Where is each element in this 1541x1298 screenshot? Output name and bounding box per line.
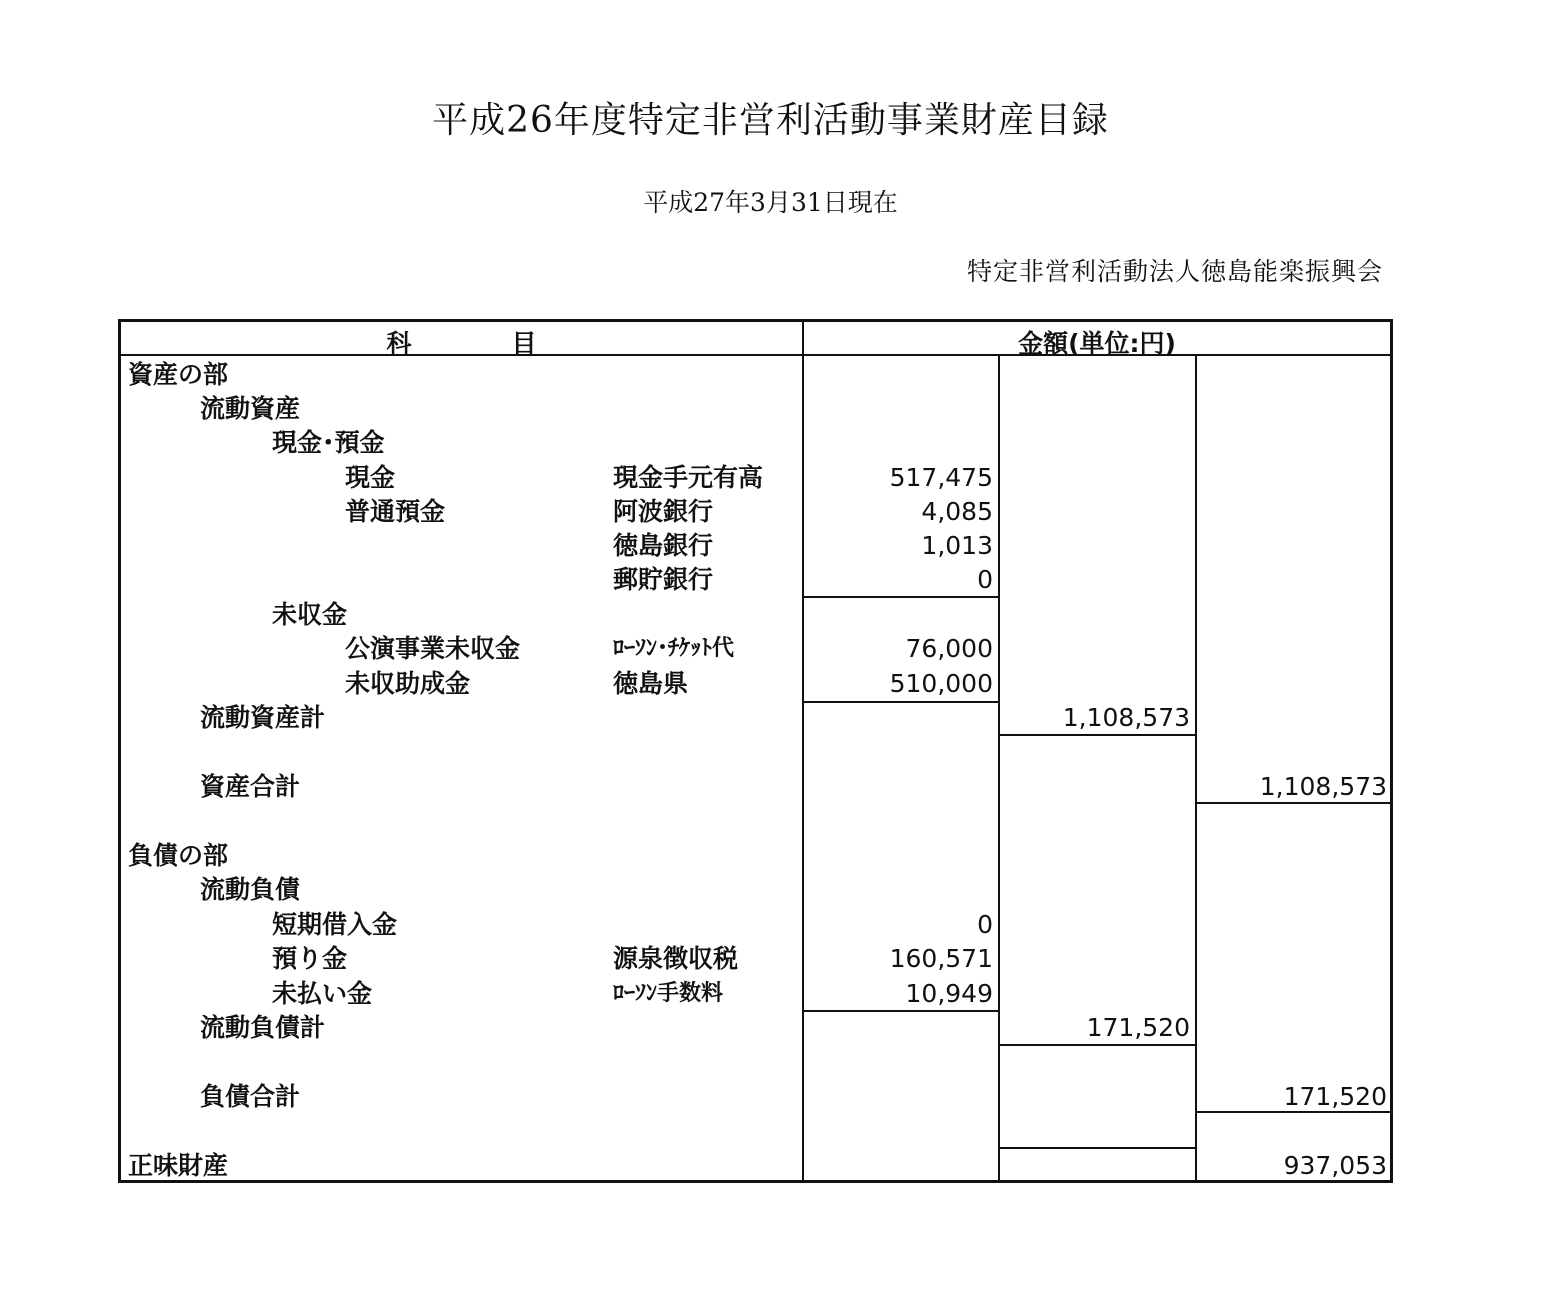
current-liabilities-label: 流動負債 <box>200 875 301 904</box>
assets-total-label: 資産合計 <box>200 772 301 801</box>
lawson-ticket-amount: 76,000 <box>905 634 993 663</box>
current-assets-label: 流動資産 <box>200 394 301 423</box>
performance-receivable-label: 公演事業未収金 <box>345 634 521 663</box>
lawson-fee-label: ﾛｰｿﾝ手数料 <box>613 981 724 1006</box>
current-assets-total-label: 流動資産計 <box>200 703 326 732</box>
lawson-ticket-label: ﾛｰｿﾝ･ﾁｹｯﾄ代 <box>613 636 735 661</box>
document-date: 平成27年3月31日現在 <box>643 188 898 217</box>
current-liabilities-total-amount: 171,520 <box>1086 1013 1190 1042</box>
current-liabilities-total-label: 流動負債計 <box>200 1013 326 1042</box>
subject-amount-divider <box>802 322 804 1180</box>
header-amount: 金額(単位:円) <box>1018 329 1176 358</box>
net-assets-label: 正味財産 <box>128 1151 229 1180</box>
accrued-expenses-label: 未払い金 <box>272 979 373 1008</box>
tokushima-pref-label: 徳島県 <box>613 669 689 698</box>
cash-amount: 517,475 <box>889 463 993 492</box>
liabilities-section-label: 負債の部 <box>128 841 229 870</box>
cash-deposits-label: 現金･預金 <box>272 428 385 457</box>
amount-col-divider-1 <box>998 355 1000 1180</box>
cash-label: 現金 <box>345 463 396 492</box>
tokushima-bank-amount: 1,013 <box>921 531 993 560</box>
current-assets-total-amount: 1,108,573 <box>1062 703 1190 732</box>
receivables-label: 未収金 <box>272 600 348 629</box>
withholding-tax-label: 源泉徴収税 <box>613 944 739 973</box>
short-term-loans-amount: 0 <box>977 910 993 939</box>
postal-bank-amount: 0 <box>977 565 993 594</box>
asset-inventory-table <box>118 319 1393 1183</box>
amount-col-divider-2 <box>1195 355 1197 1180</box>
net-assets-amount: 937,053 <box>1283 1151 1387 1180</box>
postal-bank-label: 郵貯銀行 <box>613 565 714 594</box>
ordinary-deposit-label: 普通預金 <box>345 497 446 526</box>
short-term-loans-label: 短期借入金 <box>272 910 398 939</box>
subsidy-receivable-label: 未収助成金 <box>345 669 471 698</box>
organization-name: 特定非営利活動法人徳島能楽振興会 <box>966 257 1383 286</box>
assets-total-amount: 1,108,573 <box>1259 772 1387 801</box>
assets-section-label: 資産の部 <box>128 360 229 389</box>
cash-detail: 現金手元有高 <box>613 463 764 492</box>
header-subject: 科 目 <box>386 329 537 358</box>
receivables-subtotal-line <box>803 701 999 703</box>
awa-bank-label: 阿波銀行 <box>613 497 714 526</box>
net-assets-line <box>999 1147 1195 1149</box>
lawson-fee-amount: 10,949 <box>905 979 993 1008</box>
liabilities-total-label: 負債合計 <box>200 1082 301 1111</box>
tokushima-bank-label: 徳島銀行 <box>613 531 714 560</box>
tokushima-pref-amount: 510,000 <box>889 669 993 698</box>
withholding-tax-amount: 160,571 <box>889 944 993 973</box>
document-title: 平成26年度特定非営利活動事業財産目録 <box>432 100 1109 141</box>
awa-bank-amount: 4,085 <box>921 497 993 526</box>
liabilities-total-amount: 171,520 <box>1283 1082 1387 1111</box>
deposits-received-label: 預り金 <box>272 944 348 973</box>
